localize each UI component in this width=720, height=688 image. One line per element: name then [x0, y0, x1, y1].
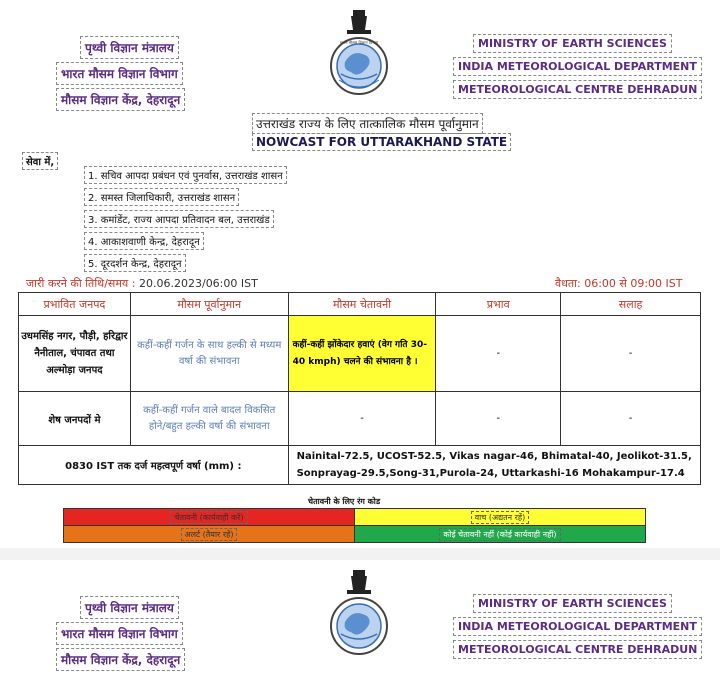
issue-label: जारी करने की तिथि/समय :: [26, 277, 136, 290]
hindi-header-line: मौसम विज्ञान केंद्र, देहरादून: [56, 88, 185, 111]
title-english: NOWCAST FOR UTTARAKHAND STATE: [252, 133, 511, 151]
warning-cell: कहीं-कहीं झोंकेदार हवाएं (वेग गति 30-40 kmph) चलने की संभावना है ।: [288, 316, 436, 392]
color-code-alert: अलर्ट (तैयार रहें): [64, 526, 355, 543]
advice-cell: -: [561, 392, 701, 446]
recipient-item: 4. आकाशवाणी केन्द्र, देहरादून: [84, 232, 204, 250]
recipient-item: 5. दूरदर्शन केन्द्र, देहरादून: [84, 254, 186, 272]
color-code-warning: चेतावनी (कार्यवाही करें): [64, 509, 355, 526]
color-code-title: चेतावनी के लिए रंग कोड: [308, 497, 381, 506]
col-header: प्रभावित जनपद: [19, 293, 131, 316]
recipient-item: 2. समस्त जिलाधिकारी, उत्तराखंड शासन: [84, 188, 239, 206]
col-header: मौसम पूर्वानुमान: [130, 293, 288, 316]
district-cell: उधमसिंह नगर, पौड़ी, हरिद्वार नैनीताल, चंपावत तथा अल्मोड़ा जनपद: [19, 316, 131, 392]
impact-cell: -: [436, 316, 561, 392]
table-header-row: [19, 293, 701, 316]
title-hindi: उत्तराखंड राज्य के लिए तात्कालिक मौसम पूर्वानुमान: [252, 113, 483, 134]
hindi-header-line: भारत मौसम विज्ञान विभाग: [56, 622, 183, 645]
english-header: [453, 34, 702, 103]
recipient-item: 1. सचिव आपदा प्रबंधन एवं पुनर्वास, उत्तराखंड शासन: [84, 166, 287, 184]
district-cell: शेष जनपदों मे: [19, 392, 131, 446]
forecast-cell: कहीं-कहीं गर्जन के साथ हल्की से मध्यम वर्षा की संभावना: [130, 316, 288, 392]
english-header-line: METEOROLOGICAL CENTRE DEHRADUN: [453, 80, 702, 99]
imd-emblem-icon: [327, 8, 391, 104]
hindi-header-line: मौसम विज्ञान केंद्र, देहरादून: [56, 648, 185, 671]
bulletin-page-2: [0, 560, 720, 688]
recipients-list: [84, 166, 287, 276]
color-code-no-warning: कोई चेतावनी नहीं (कोई कार्यवाही नहीं): [355, 526, 646, 543]
rainfall-label: 0830 IST तक दर्ज महत्वपूर्ण वर्षा (mm) :: [19, 446, 289, 485]
recipient-item: 3. कमांडेंट, राज्य आपदा प्रतिवादन बल, उत्तराखंड: [84, 210, 274, 228]
hindi-header: [56, 596, 185, 674]
english-header-line: INDIA METEOROLOGICAL DEPARTMENT: [453, 57, 702, 76]
english-header-line: INDIA METEOROLOGICAL DEPARTMENT: [453, 617, 702, 636]
forecast-cell: कहीं-कहीं गर्जन वाले बादल विकसित होने/बहुत हल्की वर्षा की संभावना: [130, 392, 288, 446]
advice-cell: -: [561, 316, 701, 392]
color-code-watch: वाच (अद्यतन रहें): [355, 509, 646, 526]
hindi-header: [56, 36, 185, 114]
hindi-header-line: पृथ्वी विज्ञान मंत्रालय: [80, 596, 179, 619]
issue-value: 20.06.2023/06:00 IST: [139, 277, 258, 290]
imd-emblem-icon: [327, 568, 391, 664]
english-header-line: METEOROLOGICAL CENTRE DEHRADUN: [453, 640, 702, 659]
rainfall-row: [19, 446, 701, 485]
hindi-header-line: पृथ्वी विज्ञान मंत्रालय: [80, 36, 179, 59]
warning-cell: -: [288, 392, 436, 446]
col-header: सलाह: [561, 293, 701, 316]
emblem-text: भारत मौसम विज्ञान विभाग: [339, 40, 379, 45]
english-header: [453, 594, 702, 663]
english-header-line: MINISTRY OF EARTH SCIENCES: [473, 594, 672, 613]
table-row: [19, 392, 701, 446]
nowcast-table: [18, 292, 701, 485]
table-row: [19, 316, 701, 392]
rainfall-values: Nainital-72.5, UCOST-52.5, Vikas nagar-46, Bhimatal-40, Jeolikot-31.5, Sonprayag-29.5,Song-31,Purola-24, Uttarkashi-16 Mohakampur-17.4: [288, 446, 700, 485]
col-header: मौसम चेतावनी: [288, 293, 436, 316]
hindi-header-line: भारत मौसम विज्ञान विभाग: [56, 62, 183, 85]
color-code-table: [63, 508, 646, 543]
validity: वैधता: 06:00 से 09:00 IST: [555, 277, 683, 290]
issue-time: [26, 276, 258, 291]
recipients-label: सेवा में,: [22, 152, 58, 170]
english-header-line: MINISTRY OF EARTH SCIENCES: [473, 34, 672, 53]
col-header: प्रभाव: [436, 293, 561, 316]
impact-cell: -: [436, 392, 561, 446]
